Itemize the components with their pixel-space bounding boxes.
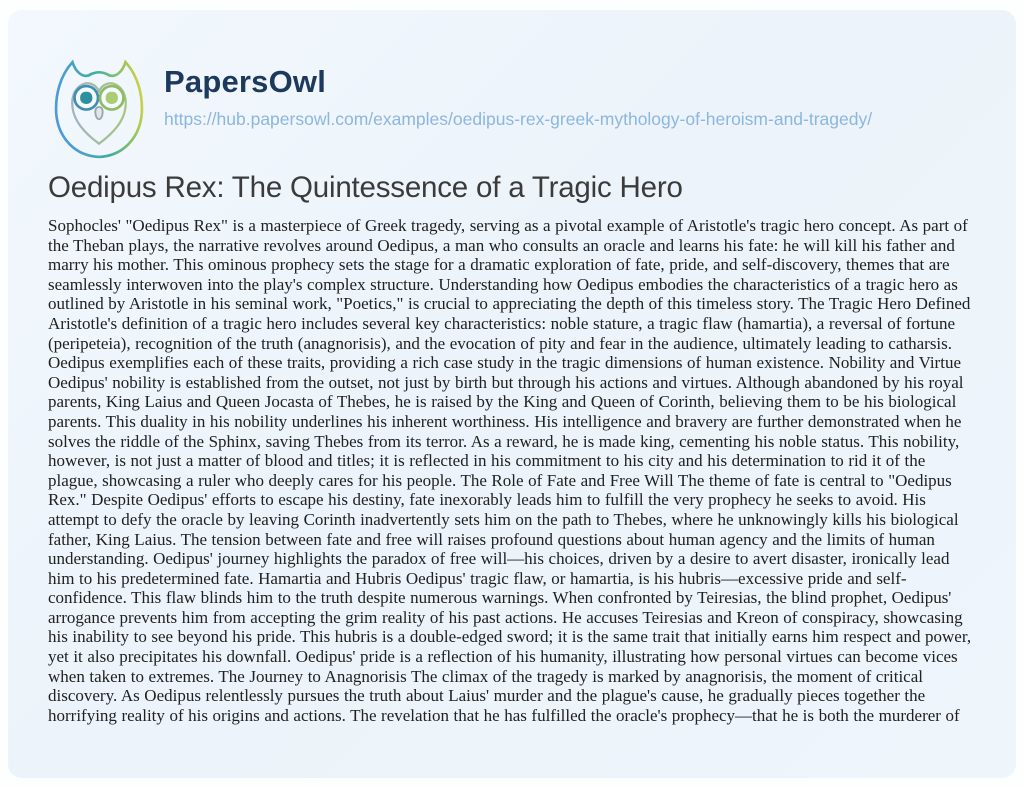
site-header	[48, 54, 872, 160]
brand-title: PapersOwl	[164, 64, 327, 99]
papersowl-logo[interactable]	[48, 54, 150, 160]
article-title: Oedipus Rex: The Quintessence of a Tragic Hero	[48, 171, 683, 204]
article-body-text: Sophocles' "Oedipus Rex" is a masterpiece of Greek tragedy, serving as a pivotal example of Aristotle's tragic hero concept. As part of the Theban plays, the narrative revolves around Oedipus, a man who consults an oracle and learns his fate: he will kill his father and marry his mother. This ominous prophecy sets the stage for a dramatic exploration of fate, pride, and self-discovery, themes that are seamlessly interwoven into the play's complex structure. Understanding how Oedipus embodies the characteristics of a tragic hero as outlined by Aristotle in his seminal work, "Poetics," is crucial to appreciating the depth of this timeless story. The Tragic Hero Defined Aristotle's definition of a tragic hero includes several key characteristics: noble stature, a tragic flaw (hamartia), a reversal of fortune (peripeteia), recognition of the truth (anagnorisis), and the evocation of pity and fear in the audience, ultimately leading to catharsis. Oedipus exemplifies each of these traits, providing a rich case study in the tragic dimensions of human existence. Nobility and Virtue Oedipus' nobility is established from the outset, not just by birth but through his actions and virtues. Although abandoned by his royal parents, King Laius and Queen Jocasta of Thebes, he is raised by the King and Queen of Corinth, believing them to be his biological parents. This duality in his nobility underlines his inherent worthiness. His intelligence and bravery are further demonstrated when he solves the riddle of the Sphinx, saving Thebes from its terror. As a reward, he is made king, cementing his noble status. This nobility, however, is not just a matter of blood and titles; it is reflected in his commitment to his city and his determination to rid it of the plague, showcasing a ruler who deeply cares for his people. The Role of Fate and Free Will The theme of fate is central to "Oedipus Rex." Despite Oedipus' efforts to escape his destiny, fate inexorably leads him to fulfill the very prophecy he seeks to avoid. His attempt to defy the oracle by leaving Corinth inadvertently sets him on the path to Thebes, where he unknowingly kills his biological father, King Laius. The tension between fate and free will raises profound questions about human agency and the limits of human understanding. Oedipus' journey highlights the paradox of free will—his choices, driven by a desire to avert disaster, ironically lead him to his predetermined fate. Hamartia and Hubris Oedipus' tragic flaw, or hamartia, is his hubris—excessive pride and self-confidence. This flaw blinds him to the truth despite numerous warnings. When confronted by Teiresias, the blind prophet, Oedipus' arrogance prevents him from accepting the grim reality of his past actions. He accuses Teiresias and Kreon of conspiracy, showcasing his inability to see beyond his pride. This hubris is a double-edged sword; it is the same trait that initially earns him respect and power, yet it also precipitates his downfall. Oedipus' pride is a reflection of his humanity, illustrating how personal virtues can become vices when taken to extremes. The Journey to Anagnorisis The climax of the tragedy is marked by anagnorisis, the moment of critical discovery. As Oedipus relentlessly pursues the truth about Laius' murder and the plague's cause, he gradually pieces together the horrifying reality of his origins and actions. The revelation that he has fulfilled the oracle's prophecy—that he is both the murderer of	[48, 216, 972, 725]
page-url-link[interactable]: https://hub.papersowl.com/examples/oedipus-rex-greek-mythology-of-heroism-and-tragedy/	[164, 109, 873, 129]
owl-logo-icon	[48, 54, 150, 160]
brand-block	[164, 54, 872, 130]
